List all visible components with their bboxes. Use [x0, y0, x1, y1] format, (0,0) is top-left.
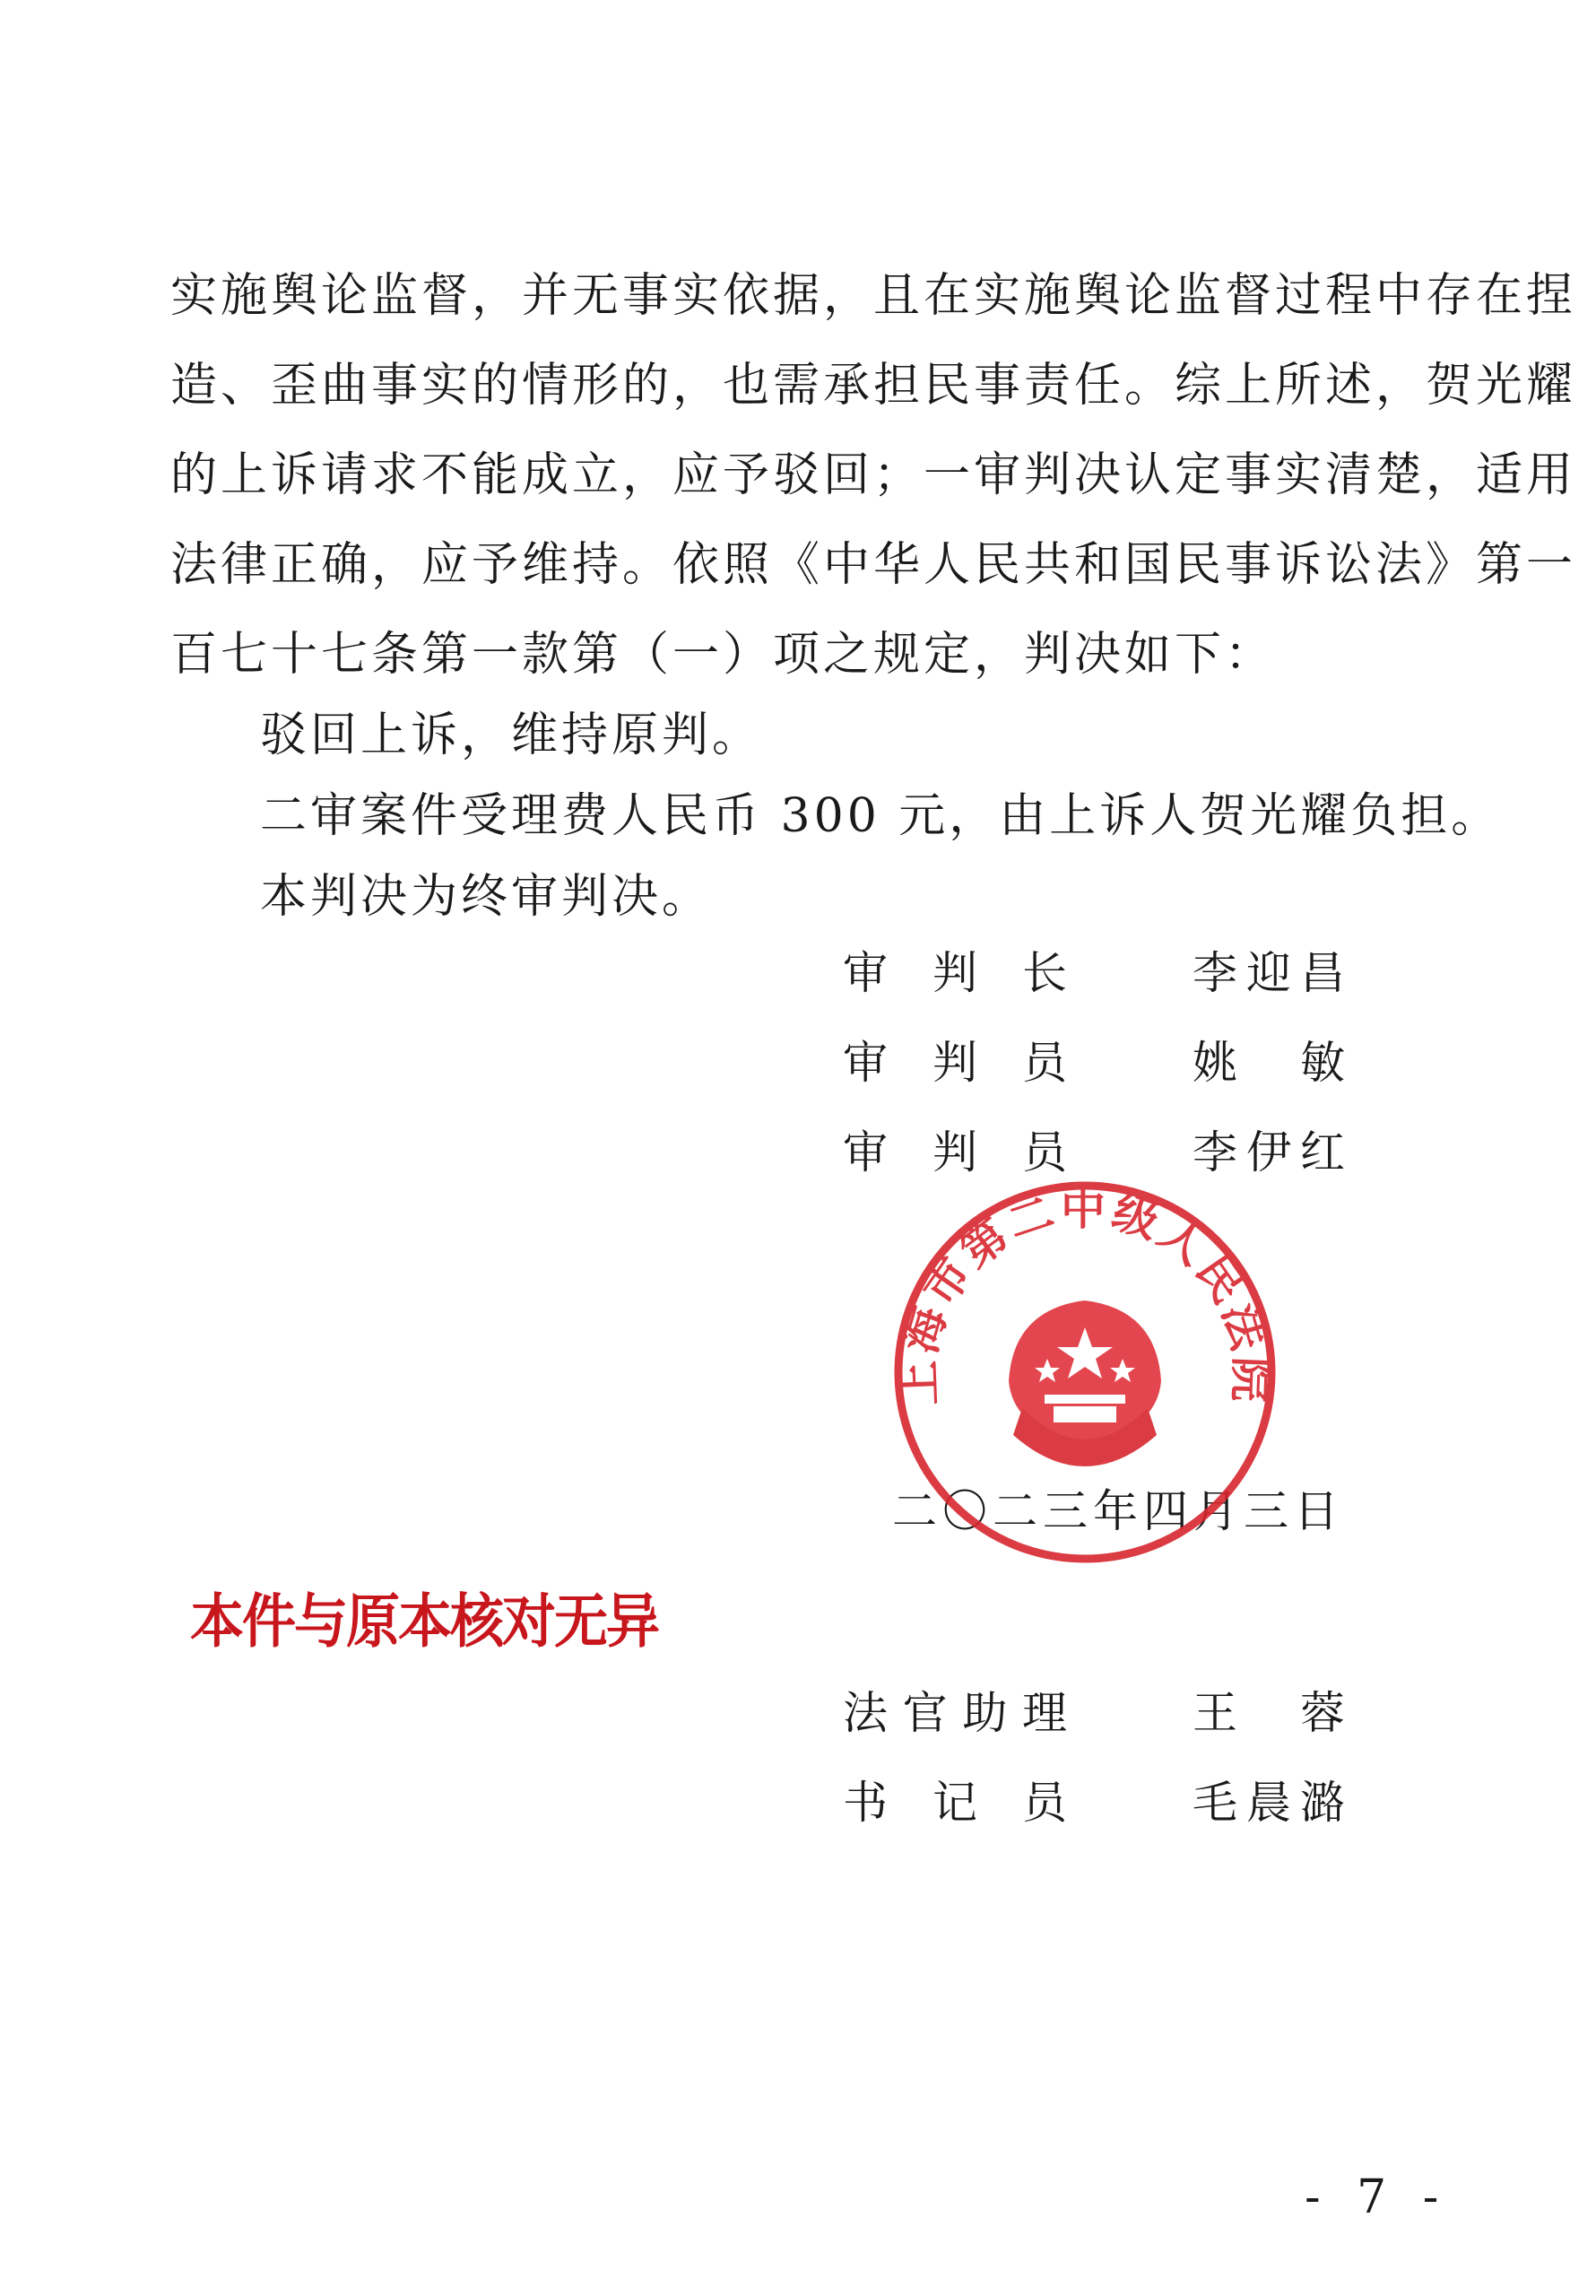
finality-paragraph: 本判决为终审判决。: [260, 870, 713, 924]
signature-row: [843, 1126, 1345, 1179]
judgment-date: 二〇二三年四月三日: [892, 1485, 1344, 1537]
signature-row: [843, 1776, 1345, 1830]
signature-row: [843, 1686, 1345, 1740]
signature-name: 姚敏: [1193, 1037, 1345, 1089]
page-number: - 7 -: [1305, 2170, 1450, 2224]
court-seal: [888, 1175, 1282, 1570]
signature-row: [843, 1036, 1345, 1090]
body-line: 法律正确，应予维持。依照《中华人民共和国民事诉讼法》第一: [170, 538, 1577, 592]
body-line: 百七十七条第一款第（一）项之规定，判决如下：: [170, 628, 1276, 682]
signature-role: 法官助理: [843, 1687, 1067, 1739]
signature-role: 审判长: [843, 947, 1067, 999]
signature-name: 王蓉: [1193, 1687, 1345, 1739]
verification-stamp: 本件与原本核对无异: [190, 1587, 658, 1657]
body-line: 造、歪曲事实的情形的，也需承担民事责任。综上所述，贺光耀: [170, 359, 1577, 413]
signature-role: 审判员: [843, 1126, 1067, 1178]
seal-text: 上海市第二中级人民法院: [892, 1182, 1278, 1406]
signature-name: 李迎昌: [1193, 947, 1345, 999]
fee-paragraph: 二审案件受理费人民币 300 元，由上诉人贺光耀负担。: [260, 789, 1502, 843]
judgment-paragraph: 驳回上诉，维持原判。: [260, 709, 763, 762]
signature-role: 审判员: [843, 1037, 1067, 1089]
signature-name: 毛晨潞: [1193, 1777, 1345, 1829]
signature-name: 李伊红: [1193, 1126, 1345, 1178]
signature-role: 书记员: [843, 1777, 1067, 1829]
body-line: 的上诉请求不能成立，应予驳回；一审判决认定事实清楚，适用: [170, 448, 1577, 502]
national-emblem-icon: [1009, 1300, 1161, 1466]
signature-row: [843, 946, 1345, 1000]
body-line: 实施舆论监督，并无事实依据，且在实施舆论监督过程中存在捏: [170, 269, 1577, 323]
